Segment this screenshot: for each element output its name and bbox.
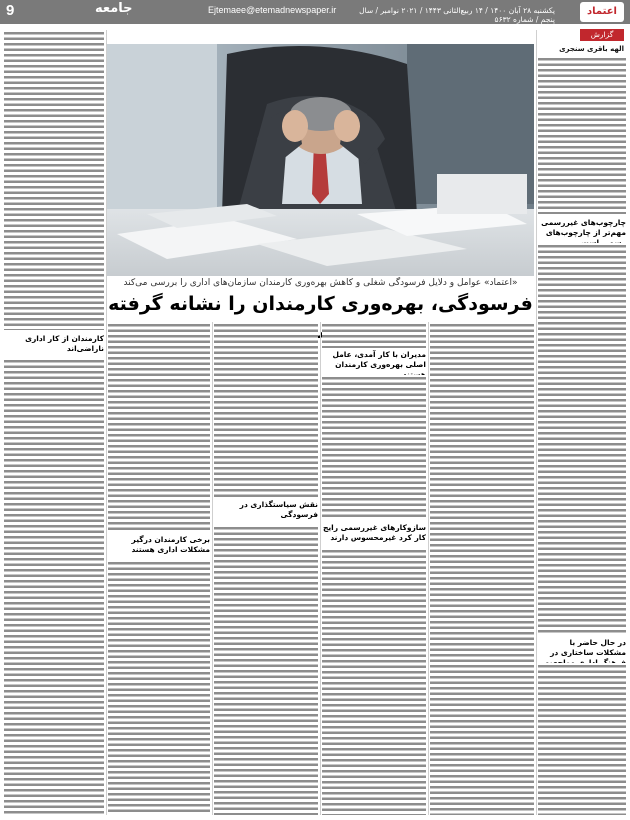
text-column-body-2-top [322,322,426,348]
text-column-body-1 [430,322,534,815]
section-title: جامعه [95,1,133,16]
report-tag: گزارش [580,29,624,41]
stressed-worker-image [107,44,534,276]
text-column-intro [538,56,626,214]
subhead-cultural-problems: در حال حاضر با مشکلات ساختاری در [538,638,626,660]
text-column-body-3 [214,322,318,497]
text-column-left-top [4,30,104,330]
page-header [0,0,630,24]
text-column-left [4,358,104,815]
subhead-dissatisfaction: کارمندان از کار اداری ناراضی‌اند [4,334,104,356]
subhead-informal-mechanisms: سازوکارهای غیررسمی رایج کار کرد غیرمحسوس دارند [322,523,426,545]
text-column-body-2-bottom [322,548,426,815]
column-divider [212,322,213,815]
text-column-body-4-bottom [108,560,210,815]
text-column-right-bottom [538,663,626,815]
newspaper-logo: اعتماد [580,2,624,22]
column-divider [428,322,429,815]
column-divider [106,30,107,815]
photo-caption: «اعتماد» عوامل و دلایل فرسودگی شغلی و کاهش بهره‌وری کارمندان سازمان‌های اداری را بررسی می‌کند [123,278,518,288]
subhead-policy: نقش سیاستگذاری در فرسودگی [214,500,318,522]
date-line: یکشنبه ۲۸ آبان ۱۴۰۰ / ۱۴ ربیع‌الثانی ۱۴۴۳ / ۲۰۲۱ نوامبر / سال پنجم / شماره ۵۶۳۲ [359,6,555,24]
column-divider [320,322,321,815]
text-column-body-4 [108,322,210,532]
section-email[interactable]: Ejtemaee@etemadnewspaper.ir [208,5,337,15]
subhead-informal-frameworks: چارچوب‌های غیررسمی مهم‌تر از چارچوب‌های [538,218,626,240]
article-photo [107,44,534,276]
subhead-admin-problems: برخی کارمندان درگیر مشکلات اداری هستند [108,535,210,557]
subhead-managers: مدیران با کار آمدی، عامل اصلی بهره‌وری کارمندان [322,350,426,372]
text-column-body-3-bottom [214,525,318,815]
text-column-right [538,243,626,635]
column-divider [536,30,537,815]
page-number: 9 [6,2,15,19]
article-headline: فرسودگی، بهره‌وری کارمندان را نشانه گرفته [108,293,533,315]
author-byline: الهه باقری سنجری [559,45,624,53]
text-column-body-2 [322,375,426,520]
